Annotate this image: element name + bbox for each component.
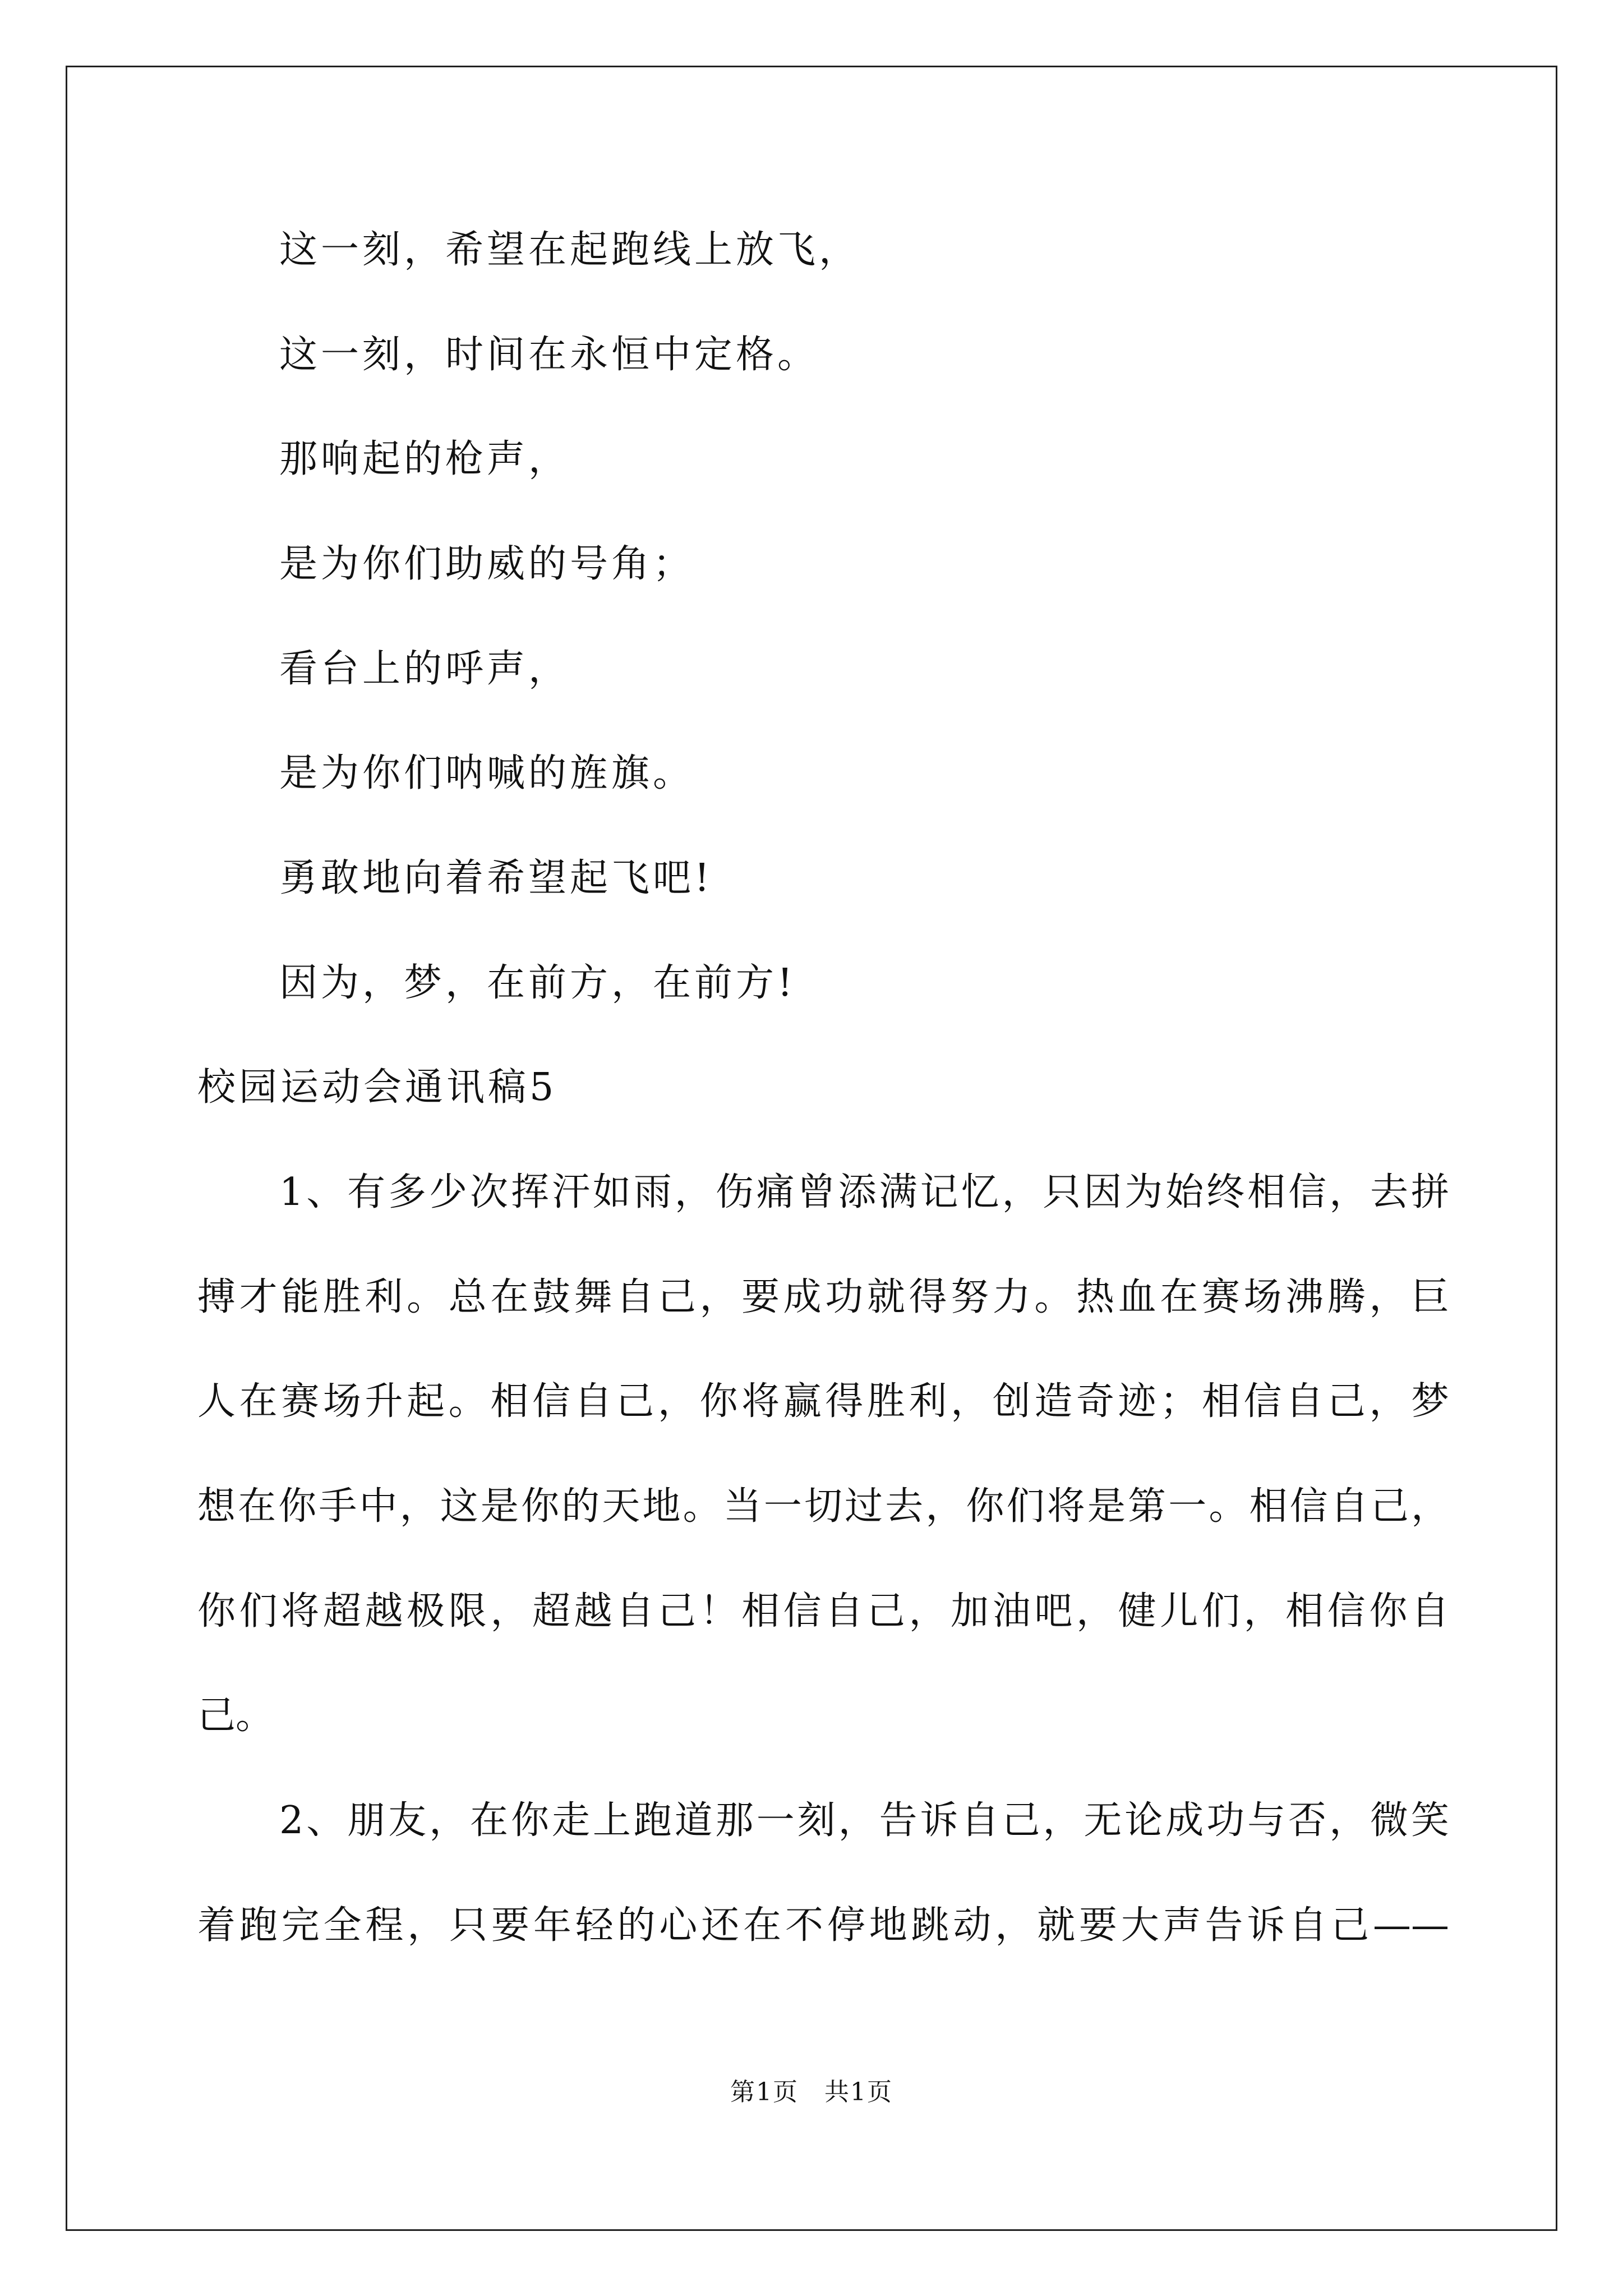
section-title: 校园运动会通讯稿5 — [197, 1065, 557, 1110]
poem-line-2: 这一刻，时间在永恒中定格。 — [279, 333, 819, 377]
poem-line-8: 因为，梦，在前方，在前方! — [279, 961, 796, 1005]
poem-line-6: 是为你们呐喊的旌旗。 — [279, 751, 695, 795]
paragraph1-line-1: 1、有多少次挥汗如雨，伤痛曾添满记忆，只因为始终相信，去拼 — [279, 1170, 1449, 1214]
poem-line-1: 这一刻，希望在起跑线上放飞， — [279, 228, 861, 272]
poem-line-7: 勇敢地向着希望起飞吧! — [279, 856, 713, 900]
poem-line-4: 是为你们助威的号角； — [279, 542, 695, 586]
paragraph1-line-6: 己。 — [197, 1694, 274, 1738]
poem-line-3: 那响起的枪声， — [279, 437, 570, 481]
paragraph2-line-2: 着跑完全程，只要年轻的心还在不停地跳动，就要大声告诉自己—— — [197, 1903, 1449, 1948]
paragraph1-line-5: 你们将超越极限，超越自己！相信自己，加油吧，健儿们，相信你自 — [197, 1589, 1449, 1634]
paragraph2-line-1: 2、朋友，在你走上跑道那一刻，告诉自己，无论成功与否，微笑 — [279, 1798, 1449, 1843]
poem-line-5: 看台上的呼声， — [279, 647, 570, 691]
paragraph1-line-4: 想在你手中，这是你的天地。当一切过去，你们将是第一。相信自己， — [197, 1484, 1449, 1529]
paragraph1-line-3: 人在赛场升起。相信自己，你将赢得胜利，创造奇迹；相信自己，梦 — [197, 1379, 1449, 1424]
paragraph1-line-2: 搏才能胜利。总在鼓舞自己，要成功就得努力。热血在赛场沸腾，巨 — [197, 1275, 1449, 1319]
page-footer: 第1页 共1页 — [730, 2078, 893, 2106]
